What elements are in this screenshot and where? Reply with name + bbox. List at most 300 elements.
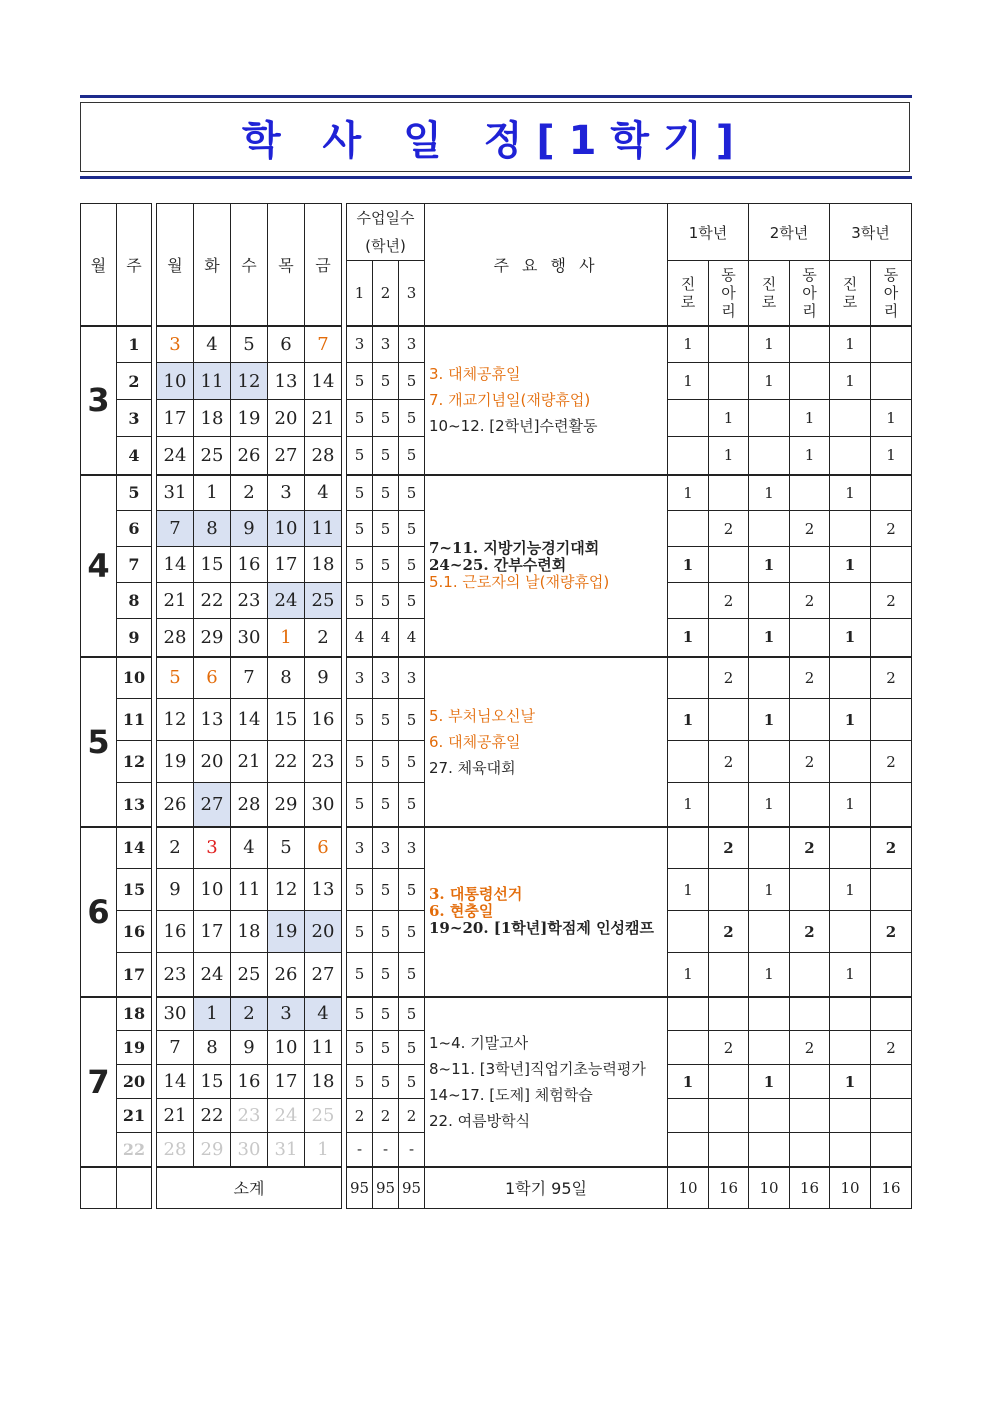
day-cell: 10 <box>157 363 194 400</box>
activity-count: 2 <box>871 741 912 783</box>
events-cell <box>425 657 668 827</box>
school-day-count: 5 <box>399 699 425 741</box>
week-number: 6 <box>117 511 152 547</box>
day-cell: 14 <box>157 1065 194 1099</box>
header-month: 월 <box>81 204 117 326</box>
header-char: 동 <box>721 265 736 284</box>
activity-count <box>830 741 871 783</box>
day-cell: 13 <box>194 699 231 741</box>
activity-count <box>830 583 871 619</box>
subtotal-activity: 16 <box>709 1167 749 1209</box>
day-cell: 4 <box>305 997 342 1031</box>
header-char: 로 <box>761 292 777 311</box>
subtotal-empty-month <box>81 1167 117 1209</box>
header-char: 리 <box>883 301 899 320</box>
school-day-count: 5 <box>399 783 425 827</box>
header-char: 진 <box>680 274 696 293</box>
school-day-count: 5 <box>399 1065 425 1099</box>
month-label: 6 <box>81 827 117 997</box>
schedule-table <box>80 203 912 1209</box>
day-cell: 13 <box>305 869 342 911</box>
header-grade-1: 1학년 <box>668 204 749 261</box>
school-day-count: 5 <box>347 547 373 583</box>
day-cell: 15 <box>194 547 231 583</box>
events-cell <box>425 997 668 1167</box>
day-cell: 3 <box>194 827 231 869</box>
activity-count: 1 <box>749 619 790 657</box>
activity-count: 1 <box>871 400 912 437</box>
school-day-count: 5 <box>399 869 425 911</box>
day-cell: 12 <box>157 699 194 741</box>
day-cell: 1 <box>194 475 231 511</box>
day-cell: 24 <box>268 1099 305 1133</box>
week-number: 4 <box>117 437 152 475</box>
school-day-count: - <box>373 1133 399 1167</box>
activity-count <box>749 997 790 1031</box>
day-cell: 3 <box>268 997 305 1031</box>
event-item: 10~12. [2학년]수련활동 <box>429 417 598 435</box>
school-day-count: 5 <box>347 437 373 475</box>
subtotal-activity: 10 <box>749 1167 790 1209</box>
activity-count <box>871 475 912 511</box>
day-cell: 1 <box>194 997 231 1031</box>
activity-count <box>668 657 709 699</box>
header-club-2 <box>790 261 830 326</box>
day-cell: 17 <box>157 400 194 437</box>
header-char: 아 <box>721 283 736 302</box>
header-career-2 <box>749 261 790 326</box>
day-cell: 29 <box>268 783 305 827</box>
header-club-3 <box>871 261 912 326</box>
day-cell: 3 <box>268 475 305 511</box>
header-grade-2: 2학년 <box>749 204 830 261</box>
day-cell: 19 <box>231 400 268 437</box>
activity-count: 1 <box>668 547 709 583</box>
day-cell: 9 <box>305 657 342 699</box>
activity-count: 2 <box>871 583 912 619</box>
school-day-count: 3 <box>399 326 425 363</box>
day-cell: 30 <box>231 1133 268 1167</box>
activity-count <box>790 326 830 363</box>
day-cell: 25 <box>231 953 268 997</box>
activity-count: 2 <box>709 657 749 699</box>
day-cell: 17 <box>268 1065 305 1099</box>
header-day-mon: 월 <box>157 204 194 326</box>
school-day-count: 5 <box>399 583 425 619</box>
activity-count <box>830 437 871 475</box>
school-day-count: 5 <box>399 741 425 783</box>
activity-count: 1 <box>830 783 871 827</box>
school-day-count: 3 <box>347 657 373 699</box>
day-cell: 11 <box>231 869 268 911</box>
activity-count: 1 <box>668 363 709 400</box>
school-day-count: 5 <box>399 953 425 997</box>
week-row <box>81 326 912 363</box>
day-cell: 20 <box>268 400 305 437</box>
day-cell: 4 <box>194 326 231 363</box>
school-day-count: 5 <box>373 869 399 911</box>
day-cell: 31 <box>157 475 194 511</box>
activity-count: 1 <box>790 437 830 475</box>
day-cell: 4 <box>305 475 342 511</box>
week-row <box>81 827 912 869</box>
activity-count: 2 <box>790 583 830 619</box>
activity-count: 1 <box>709 437 749 475</box>
header-school-days-label: 수업일수 <box>356 209 415 227</box>
title-box <box>80 102 910 172</box>
activity-count: 1 <box>749 953 790 997</box>
activity-count <box>790 475 830 511</box>
week-number: 22 <box>117 1133 152 1167</box>
activity-count: 2 <box>871 1031 912 1065</box>
school-day-count: 3 <box>347 827 373 869</box>
event-item: 27. 체육대회 <box>429 758 516 777</box>
activity-count <box>871 326 912 363</box>
day-cell: 2 <box>157 827 194 869</box>
day-cell: 25 <box>305 1099 342 1133</box>
activity-count: 1 <box>668 699 709 741</box>
event-item: 19~20. [1학년]학점제 인성캠프 <box>429 919 655 937</box>
day-cell: 15 <box>268 699 305 741</box>
activity-count <box>749 583 790 619</box>
day-cell: 26 <box>268 953 305 997</box>
school-day-count: 5 <box>373 783 399 827</box>
activity-count <box>668 437 709 475</box>
activity-count: 1 <box>749 326 790 363</box>
school-day-count: 4 <box>399 619 425 657</box>
activity-count: 1 <box>709 400 749 437</box>
header-career-3 <box>830 261 871 326</box>
activity-count: 2 <box>709 827 749 869</box>
school-day-count: 5 <box>347 511 373 547</box>
day-cell: 28 <box>157 619 194 657</box>
school-day-count: 5 <box>347 400 373 437</box>
school-day-count: 5 <box>373 583 399 619</box>
day-cell: 11 <box>305 511 342 547</box>
day-cell: 19 <box>268 911 305 953</box>
school-day-count: 5 <box>399 997 425 1031</box>
event-item: 6. 현충일 <box>429 902 494 920</box>
day-cell: 27 <box>194 783 231 827</box>
school-day-count: - <box>399 1133 425 1167</box>
event-item: 3. 대체공휴일 <box>429 365 521 383</box>
month-label: 3 <box>81 326 117 475</box>
day-cell: 24 <box>157 437 194 475</box>
day-cell: 16 <box>157 911 194 953</box>
activity-count <box>709 1133 749 1167</box>
event-item: 14~17. [도제] 체험학습 <box>429 1085 593 1104</box>
day-cell: 20 <box>305 911 342 953</box>
header-char: 진 <box>761 274 777 293</box>
activity-count: 1 <box>830 953 871 997</box>
day-cell: 25 <box>305 583 342 619</box>
activity-count: 1 <box>749 869 790 911</box>
day-cell: 29 <box>194 1133 231 1167</box>
week-number: 7 <box>117 547 152 583</box>
day-cell: 7 <box>231 657 268 699</box>
school-day-count: 5 <box>347 783 373 827</box>
header-week: 주 <box>117 204 152 326</box>
day-cell: 14 <box>305 363 342 400</box>
day-cell: 19 <box>157 741 194 783</box>
activity-count: 1 <box>668 783 709 827</box>
month-label: 4 <box>81 475 117 657</box>
activity-count <box>871 363 912 400</box>
school-day-count: 5 <box>373 1031 399 1065</box>
week-number: 17 <box>117 953 152 997</box>
day-cell: 22 <box>194 583 231 619</box>
week-number: 12 <box>117 741 152 783</box>
day-cell: 17 <box>194 911 231 953</box>
day-cell: 16 <box>305 699 342 741</box>
activity-count <box>668 1031 709 1065</box>
activity-count <box>668 911 709 953</box>
activity-count <box>830 1031 871 1065</box>
activity-count: 2 <box>790 741 830 783</box>
day-cell: 17 <box>268 547 305 583</box>
activity-count <box>830 827 871 869</box>
school-day-count: 4 <box>373 619 399 657</box>
school-day-count: 5 <box>347 699 373 741</box>
header-school-days <box>347 204 425 261</box>
day-cell: 26 <box>231 437 268 475</box>
activity-count <box>709 869 749 911</box>
school-day-count: 5 <box>347 1031 373 1065</box>
day-cell: 30 <box>157 997 194 1031</box>
week-row <box>81 475 912 511</box>
day-cell: 26 <box>157 783 194 827</box>
header-char: 진 <box>842 274 858 293</box>
header-day-wed: 수 <box>231 204 268 326</box>
school-day-count: 5 <box>373 699 399 741</box>
activity-count: 2 <box>709 511 749 547</box>
activity-count: 1 <box>749 1065 790 1099</box>
day-cell: 28 <box>305 437 342 475</box>
week-number: 15 <box>117 869 152 911</box>
day-cell: 14 <box>231 699 268 741</box>
school-day-count: 5 <box>399 911 425 953</box>
activity-count <box>749 437 790 475</box>
day-cell: 16 <box>231 1065 268 1099</box>
activity-count: 1 <box>749 783 790 827</box>
subtotal-activity: 10 <box>830 1167 871 1209</box>
activity-count <box>830 657 871 699</box>
school-day-count: 5 <box>373 1065 399 1099</box>
day-cell: 7 <box>305 326 342 363</box>
activity-count: 1 <box>749 699 790 741</box>
subtotal-activity: 16 <box>871 1167 912 1209</box>
header-events: 주 요 행 사 <box>425 204 668 326</box>
school-day-count: 5 <box>347 741 373 783</box>
school-day-count: 3 <box>373 657 399 699</box>
activity-count: 2 <box>790 657 830 699</box>
day-cell: 25 <box>194 437 231 475</box>
day-cell: 21 <box>157 1099 194 1133</box>
activity-count <box>871 547 912 583</box>
day-cell: 1 <box>268 619 305 657</box>
week-number: 19 <box>117 1031 152 1065</box>
school-day-count: 3 <box>373 326 399 363</box>
day-cell: 8 <box>194 1031 231 1065</box>
activity-count <box>709 699 749 741</box>
day-cell: 2 <box>231 997 268 1031</box>
events-cell <box>425 475 668 657</box>
activity-count <box>790 547 830 583</box>
school-day-count: 5 <box>347 869 373 911</box>
activity-count <box>749 1133 790 1167</box>
title-rule-top <box>80 95 912 98</box>
activity-count <box>749 1031 790 1065</box>
activity-count <box>790 869 830 911</box>
activity-count <box>830 911 871 953</box>
week-number: 18 <box>117 997 152 1031</box>
day-cell: 6 <box>194 657 231 699</box>
school-day-count: 5 <box>399 511 425 547</box>
school-day-count: 3 <box>373 827 399 869</box>
activity-count <box>790 619 830 657</box>
activity-count <box>871 1065 912 1099</box>
title-rule-bottom <box>80 176 912 179</box>
school-day-count: 5 <box>399 437 425 475</box>
header-char: 리 <box>721 301 736 320</box>
month-label: 5 <box>81 657 117 827</box>
subtotal-count: 95 <box>399 1167 425 1209</box>
school-day-count: 5 <box>347 911 373 953</box>
page-title: 학 사 일 정[1학기] <box>241 117 748 164</box>
school-day-count: 2 <box>347 1099 373 1133</box>
header-grade-num-1: 1 <box>347 261 373 326</box>
activity-count: 2 <box>790 827 830 869</box>
day-cell: 8 <box>194 511 231 547</box>
day-cell: 9 <box>231 511 268 547</box>
day-cell: 29 <box>194 619 231 657</box>
activity-count <box>871 783 912 827</box>
header-char: 동 <box>802 265 817 284</box>
subtotal-summary: 1학기 95일 <box>425 1167 668 1209</box>
day-cell: 10 <box>268 511 305 547</box>
activity-count <box>871 869 912 911</box>
week-number: 13 <box>117 783 152 827</box>
header-char: 아 <box>802 283 817 302</box>
activity-count <box>709 953 749 997</box>
activity-count <box>709 1065 749 1099</box>
activity-count <box>709 1099 749 1133</box>
event-item: 7. 개교기념일(재량휴업) <box>429 391 591 409</box>
week-number: 20 <box>117 1065 152 1099</box>
school-day-count: 5 <box>347 363 373 400</box>
school-day-count: 5 <box>399 547 425 583</box>
event-item: 7~11. 지방기능경기대회 <box>429 539 600 557</box>
activity-count: 2 <box>709 741 749 783</box>
day-cell: 11 <box>194 363 231 400</box>
school-day-count: 3 <box>347 326 373 363</box>
activity-count: 2 <box>871 827 912 869</box>
activity-count: 1 <box>668 475 709 511</box>
activity-count <box>790 699 830 741</box>
activity-count <box>668 400 709 437</box>
header-day-fri: 금 <box>305 204 342 326</box>
day-cell: 30 <box>231 619 268 657</box>
activity-count <box>749 400 790 437</box>
activity-count: 1 <box>749 547 790 583</box>
activity-count: 2 <box>790 1031 830 1065</box>
school-day-count: 5 <box>347 953 373 997</box>
event-item: 5. 부처님오신날 <box>429 706 536 725</box>
day-cell: 7 <box>157 1031 194 1065</box>
week-number: 11 <box>117 699 152 741</box>
activity-count <box>709 997 749 1031</box>
activity-count <box>871 1099 912 1133</box>
day-cell: 23 <box>231 1099 268 1133</box>
activity-count: 1 <box>830 619 871 657</box>
header-char: 아 <box>883 283 899 302</box>
activity-count <box>709 326 749 363</box>
school-day-count: 3 <box>399 657 425 699</box>
day-cell: 10 <box>268 1031 305 1065</box>
header-grade-num-2: 2 <box>373 261 399 326</box>
day-cell: 23 <box>305 741 342 783</box>
activity-count: 1 <box>668 953 709 997</box>
day-cell: 8 <box>268 657 305 699</box>
day-cell: 1 <box>305 1133 342 1167</box>
activity-count <box>790 363 830 400</box>
school-day-count: 3 <box>399 827 425 869</box>
activity-count <box>709 783 749 827</box>
header-grade-num-3: 3 <box>399 261 425 326</box>
day-cell: 18 <box>305 1065 342 1099</box>
activity-count: 1 <box>830 869 871 911</box>
day-cell: 27 <box>305 953 342 997</box>
activity-count: 1 <box>668 326 709 363</box>
activity-count <box>749 511 790 547</box>
day-cell: 18 <box>231 911 268 953</box>
day-cell: 13 <box>268 363 305 400</box>
header-char: 로 <box>680 292 696 311</box>
activity-count <box>749 657 790 699</box>
school-day-count: 5 <box>373 547 399 583</box>
activity-count: 2 <box>709 911 749 953</box>
header-club-1 <box>709 261 749 326</box>
subtotal-activity: 16 <box>790 1167 830 1209</box>
week-number: 21 <box>117 1099 152 1133</box>
activity-count: 2 <box>871 911 912 953</box>
school-day-count: 5 <box>373 953 399 997</box>
event-item: 5.1. 근로자의 날(재량휴업) <box>429 573 610 591</box>
activity-count: 1 <box>668 869 709 911</box>
week-number: 10 <box>117 657 152 699</box>
day-cell: 21 <box>305 400 342 437</box>
activity-count: 1 <box>830 1065 871 1099</box>
week-number: 9 <box>117 619 152 657</box>
activity-count <box>830 511 871 547</box>
activity-count <box>790 1133 830 1167</box>
day-cell: 4 <box>231 827 268 869</box>
activity-count: 1 <box>790 400 830 437</box>
activity-count: 2 <box>709 1031 749 1065</box>
activity-count <box>790 997 830 1031</box>
event-item: 22. 여름방학식 <box>429 1111 531 1130</box>
day-cell: 28 <box>157 1133 194 1167</box>
activity-count <box>668 741 709 783</box>
activity-count: 1 <box>830 475 871 511</box>
day-cell: 11 <box>305 1031 342 1065</box>
day-cell: 27 <box>268 437 305 475</box>
day-cell: 14 <box>157 547 194 583</box>
day-cell: 16 <box>231 547 268 583</box>
header-char: 로 <box>842 292 858 311</box>
week-row <box>81 657 912 699</box>
activity-count <box>749 741 790 783</box>
